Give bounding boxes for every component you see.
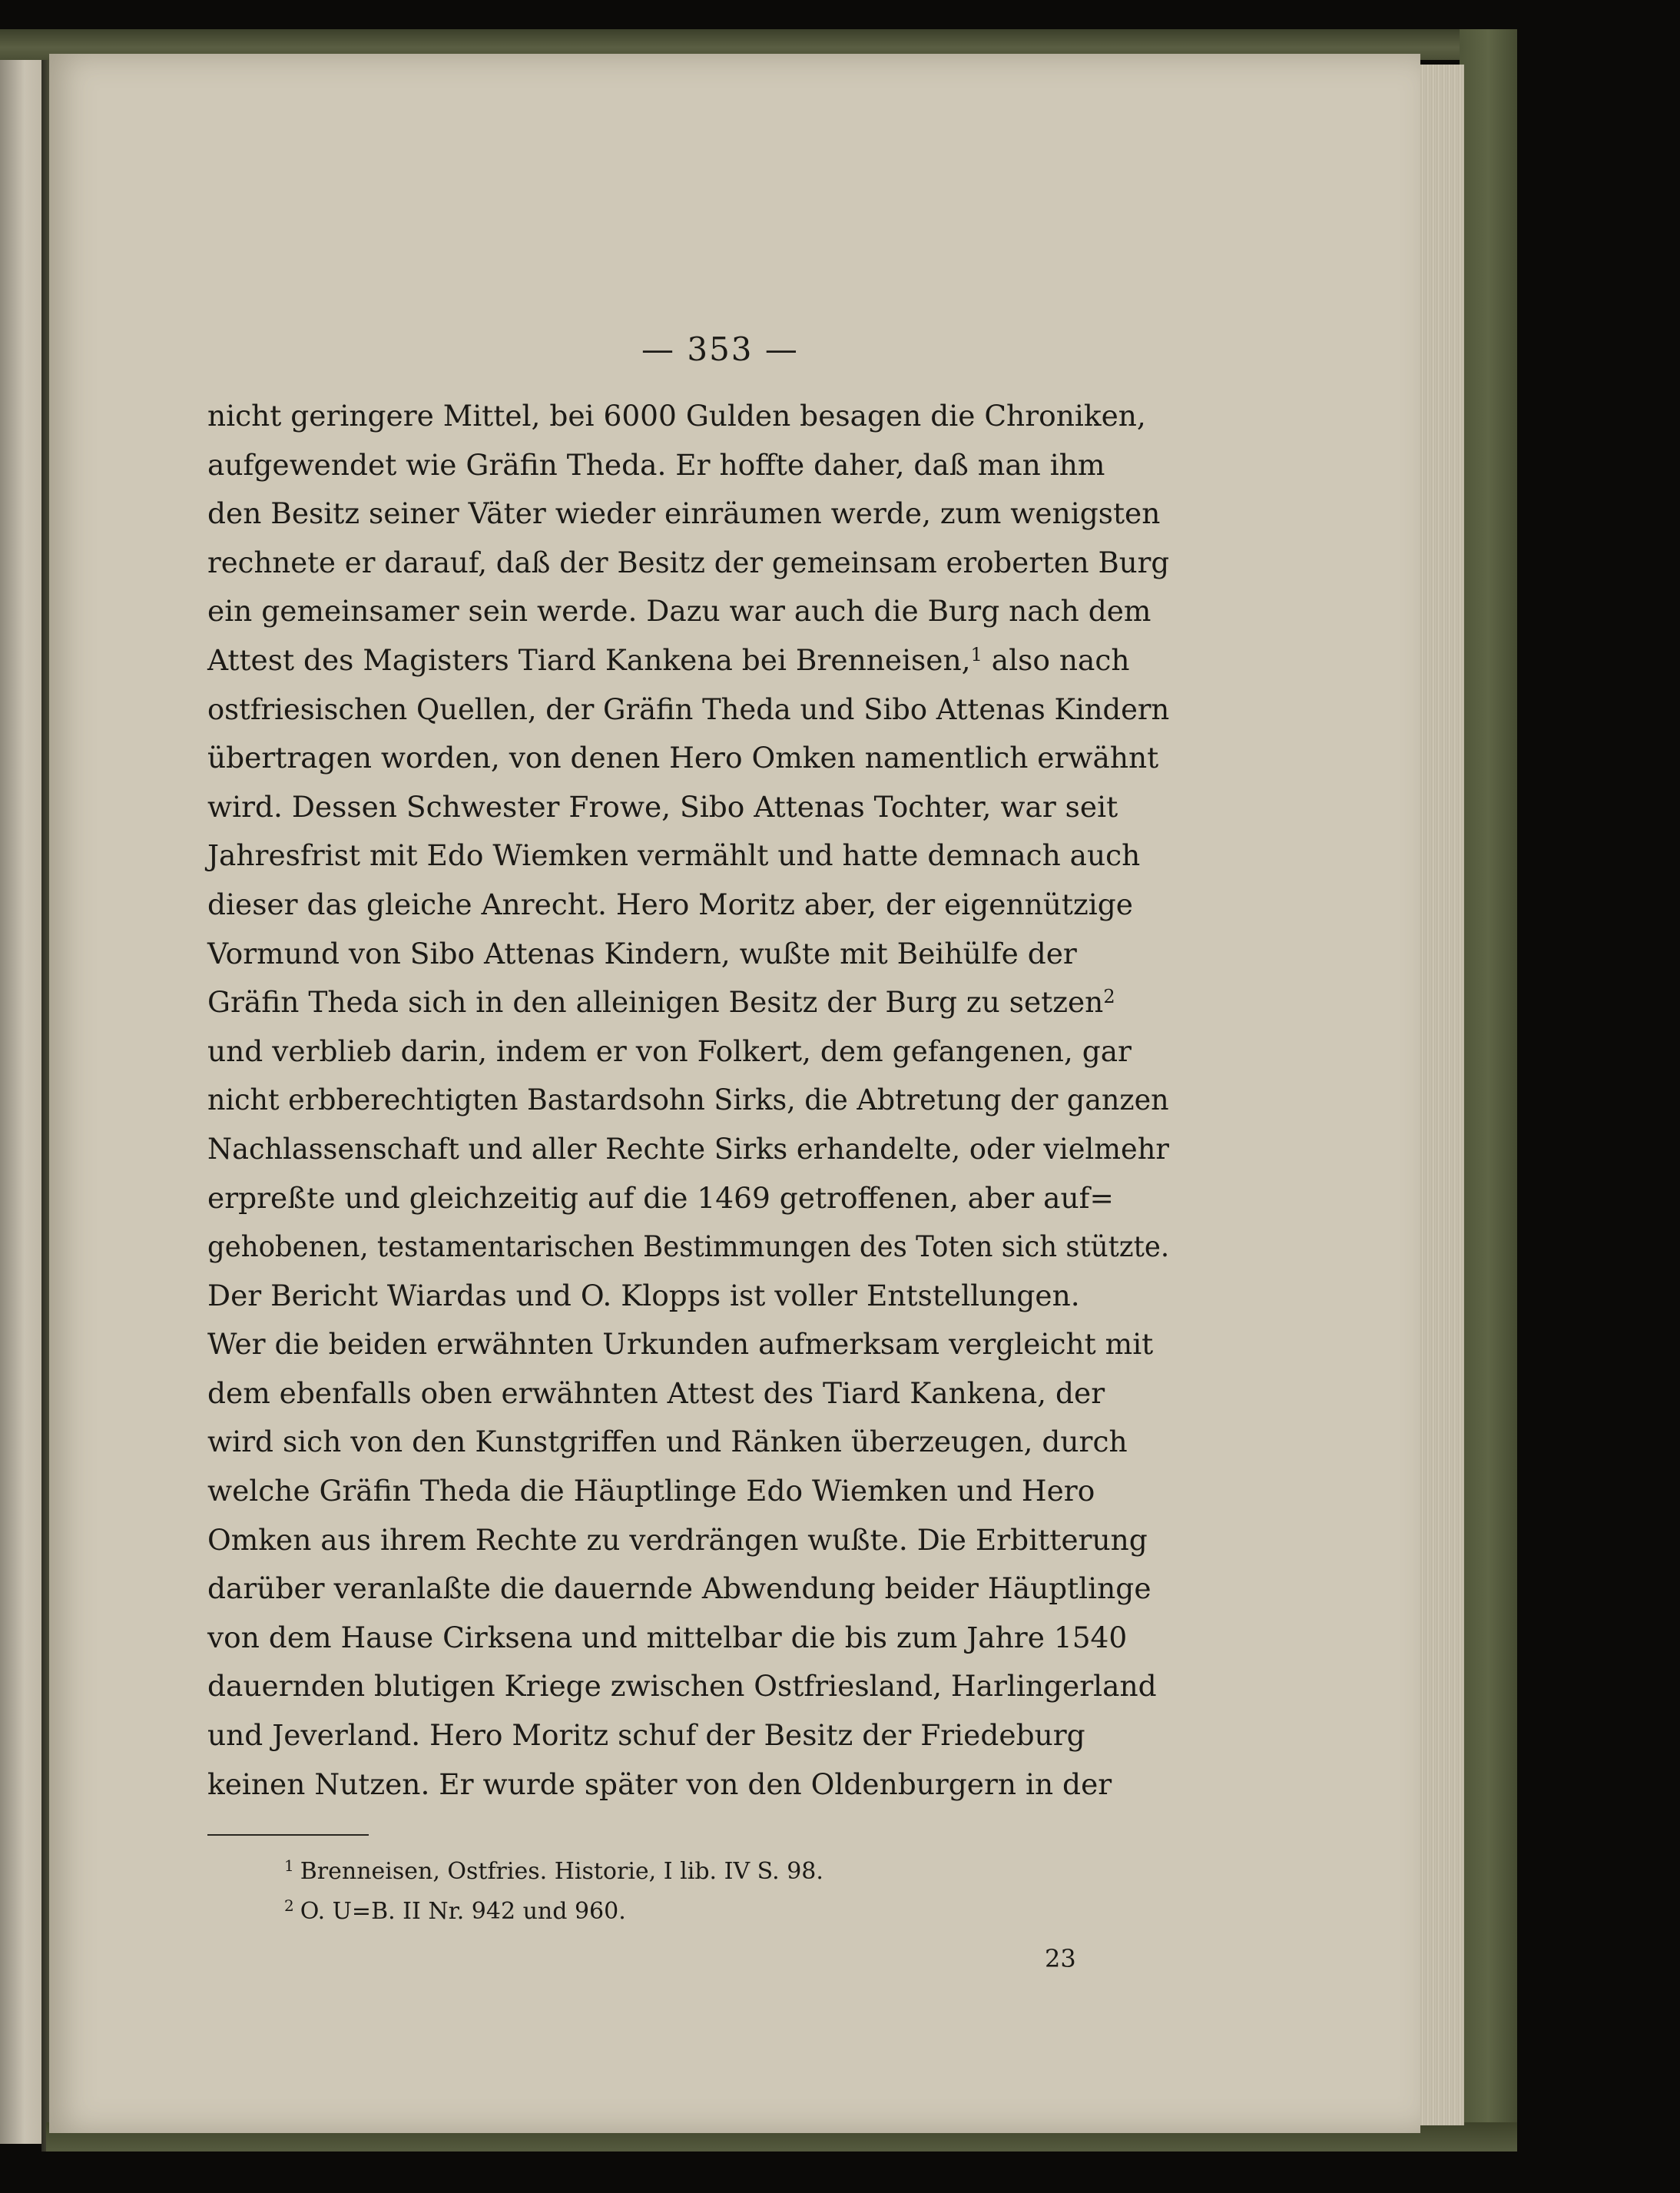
text-line: Wer die beiden erwähnten Urkunden aufmerksam vergleicht mit [207, 1327, 1154, 1362]
text-line: aufgewendet wie Gräfin Theda. Er hoffte daher, daß man ihm [207, 447, 1105, 482]
footnote-number: 1 [284, 1856, 294, 1875]
book-page [49, 54, 1420, 2133]
text-line: wird. Dessen Schwester Frowe, Sibo Attenas Tochter, war seit [207, 789, 1118, 824]
text-line: dieser das gleiche Anrecht. Hero Moritz aber, der eigennützige [207, 887, 1133, 921]
text-line: den Besitz seiner Väter wieder einräumen werde, zum wenigsten [207, 496, 1161, 531]
text-line-part: Gräfin Theda sich in den alleinigen Besitz der Burg zu setzen [207, 985, 1104, 1020]
text-line: ein gemeinsamer sein werde. Dazu war auch die Burg nach dem [207, 594, 1151, 629]
footnotes [284, 1852, 1129, 1932]
text-line: Omken aus ihrem Rechte zu verdrängen wußte. Die Erbitterung [207, 1522, 1148, 1557]
text-line-part: Attest des Magisters Tiard Kankena bei Brenneisen, [207, 642, 971, 677]
page-block-edge [1413, 65, 1464, 2125]
footnote-text: Brenneisen, Ostfries. Historie, I lib. IV S. 98. [300, 1858, 823, 1885]
text-line: dauernden blutigen Kriege zwischen Ostfriesland, Harlingerland [207, 1669, 1157, 1704]
footnote-2 [284, 1892, 1129, 1932]
text-line: darüber veranlaßte die dauernde Abwendung beider Häuptlinge [207, 1571, 1151, 1606]
footnote-mark: 1 [970, 643, 982, 665]
text-line: nicht erbberechtigten Bastardsohn Sirks, die Abtretung der ganzen [207, 1083, 1169, 1117]
body-text [207, 392, 1169, 1809]
text-line: wird sich von den Kunstgriffen und Ränken überzeugen, durch [207, 1425, 1128, 1459]
book-cover-right [1460, 29, 1517, 2152]
text-line: Nachlassenschaft und aller Rechte Sirks erhandelte, oder vielmehr [207, 1131, 1169, 1166]
text-line: Der Bericht Wiardas und O. Klopps ist voller Entstellungen. [207, 1278, 1080, 1312]
facing-page-edge [0, 38, 45, 2144]
text-line: und verblieb darin, indem er von Folkert, dem gefangenen, gar [207, 1033, 1132, 1068]
text-line: rechnete er darauf, daß der Besitz der gemeinsam eroberten Burg [207, 545, 1170, 579]
text-line: gehobenen, testamentarischen Bestimmungen des Toten sich stützte. [207, 1229, 1170, 1264]
text-line: von dem Hause Cirksena und mittelbar die bis zum Jahre 1540 [207, 1620, 1128, 1654]
footnote-1 [284, 1852, 1129, 1892]
text-line [207, 978, 1169, 1027]
text-line: welche Gräfin Theda die Häuptlinge Edo Wiemken und Hero [207, 1474, 1095, 1508]
footnote-number: 2 [284, 1896, 294, 1915]
text-line: dem ebenfalls oben erwähnten Attest des Tiard Kankena, der [207, 1375, 1105, 1410]
text-line: ostfriesischen Quellen, der Gräfin Theda und Sibo Attenas Kindern [207, 692, 1170, 726]
text-line: Vormund von Sibo Attenas Kindern, wußte mit Beihülfe der [207, 936, 1077, 970]
sheet-signature: 23 [1045, 1944, 1076, 1973]
footnote-mark: 2 [1103, 986, 1115, 1008]
text-line: erpreßte und gleichzeitig auf die 1469 getroffenen, aber auf= [207, 1180, 1114, 1215]
text-line: und Jeverland. Hero Moritz schuf der Besitz der Friedeburg [207, 1718, 1085, 1753]
text-line-part: also nach [991, 642, 1130, 677]
text-line [207, 636, 1169, 685]
text-line: übertragen worden, von denen Hero Omken namentlich erwähnt [207, 741, 1159, 775]
text-line: nicht geringere Mittel, bei 6000 Gulden besagen die Chroniken, [207, 399, 1146, 433]
book-gutter [41, 31, 49, 2152]
footnote-divider [207, 1834, 369, 1836]
footnote-text: O. U=B. II Nr. 942 und 960. [300, 1898, 626, 1925]
page-number: — 353 — [641, 330, 799, 368]
text-line: keinen Nutzen. Er wurde später von den Oldenburgern in der [207, 1767, 1112, 1801]
text-line: Jahresfrist mit Edo Wiemken vermählt und hatte demnach auch [207, 838, 1141, 873]
